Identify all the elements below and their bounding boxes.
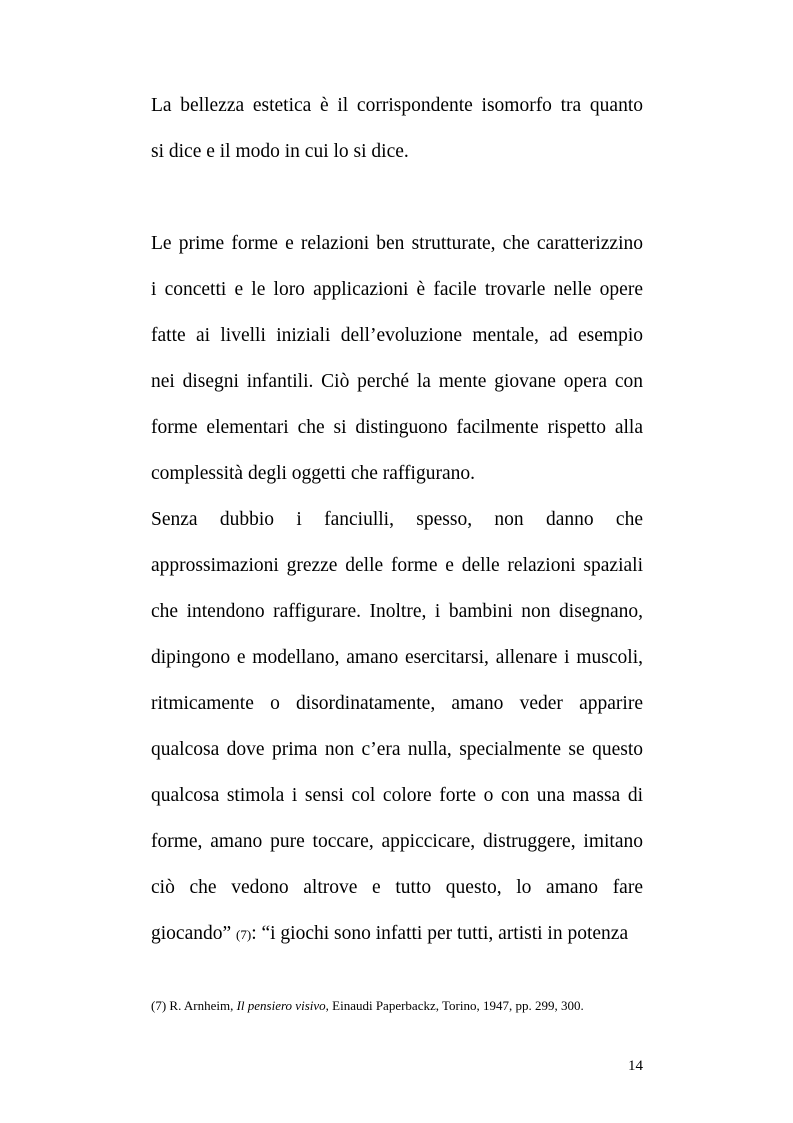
text-line: forme, amano pure toccare, appiccicare, distruggere, imitano: [151, 831, 643, 852]
text-line: Le prime forme e relazioni ben strutturate, che caratterizzino: [151, 233, 643, 254]
text-line: approssimazioni grezze delle forme e delle relazioni spaziali: [151, 555, 643, 576]
text-line: La bellezza estetica è il corrispondente isomorfo tra quanto: [151, 95, 643, 116]
footnote: [151, 997, 584, 1015]
footnote-rest: , Einaudi Paperbackz, Torino, 1947, pp. 299, 300.: [325, 998, 584, 1013]
text-line-with-reference: [151, 922, 643, 947]
text-line: nei disegni infantili. Ciò perché la mente giovane opera con: [151, 371, 643, 392]
footnote-title: Il pensiero visivo: [236, 998, 326, 1013]
text-line: che intendono raffigurare. Inoltre, i bambini non disegnano,: [151, 601, 643, 622]
text-line: ritmicamente o disordinatamente, amano veder apparire: [151, 693, 643, 714]
text-line: complessità degli oggetti che raffigurano.: [151, 463, 475, 484]
text-line: fatte ai livelli iniziali dell’evoluzione mentale, ad esempio: [151, 325, 643, 346]
text-line: ciò che vedono altrove e tutto questo, lo amano fare: [151, 877, 643, 898]
footnote-marker: (7) R. Arnheim,: [151, 998, 237, 1013]
text-line: qualcosa stimola i sensi col colore forte o con una massa di: [151, 785, 643, 806]
text-segment: giocando”: [151, 923, 232, 944]
text-line: dipingono e modellano, amano esercitarsi, allenare i muscoli,: [151, 647, 643, 668]
text-line: qualcosa dove prima non c’era nulla, specialmente se questo: [151, 739, 643, 760]
text-segment: : “i giochi sono infatti per tutti, artisti in potenza: [251, 923, 629, 944]
text-line: Senza dubbio i fanciulli, spesso, non danno che: [151, 509, 643, 530]
text-line: forme elementari che si distinguono facilmente rispetto alla: [151, 417, 643, 438]
page-number: 14: [628, 1058, 643, 1074]
footnote-reference: (7): [236, 927, 252, 942]
text-line: i concetti e le loro applicazioni è facile trovarle nelle opere: [151, 279, 643, 300]
text-line: si dice e il modo in cui lo si dice.: [151, 141, 409, 162]
